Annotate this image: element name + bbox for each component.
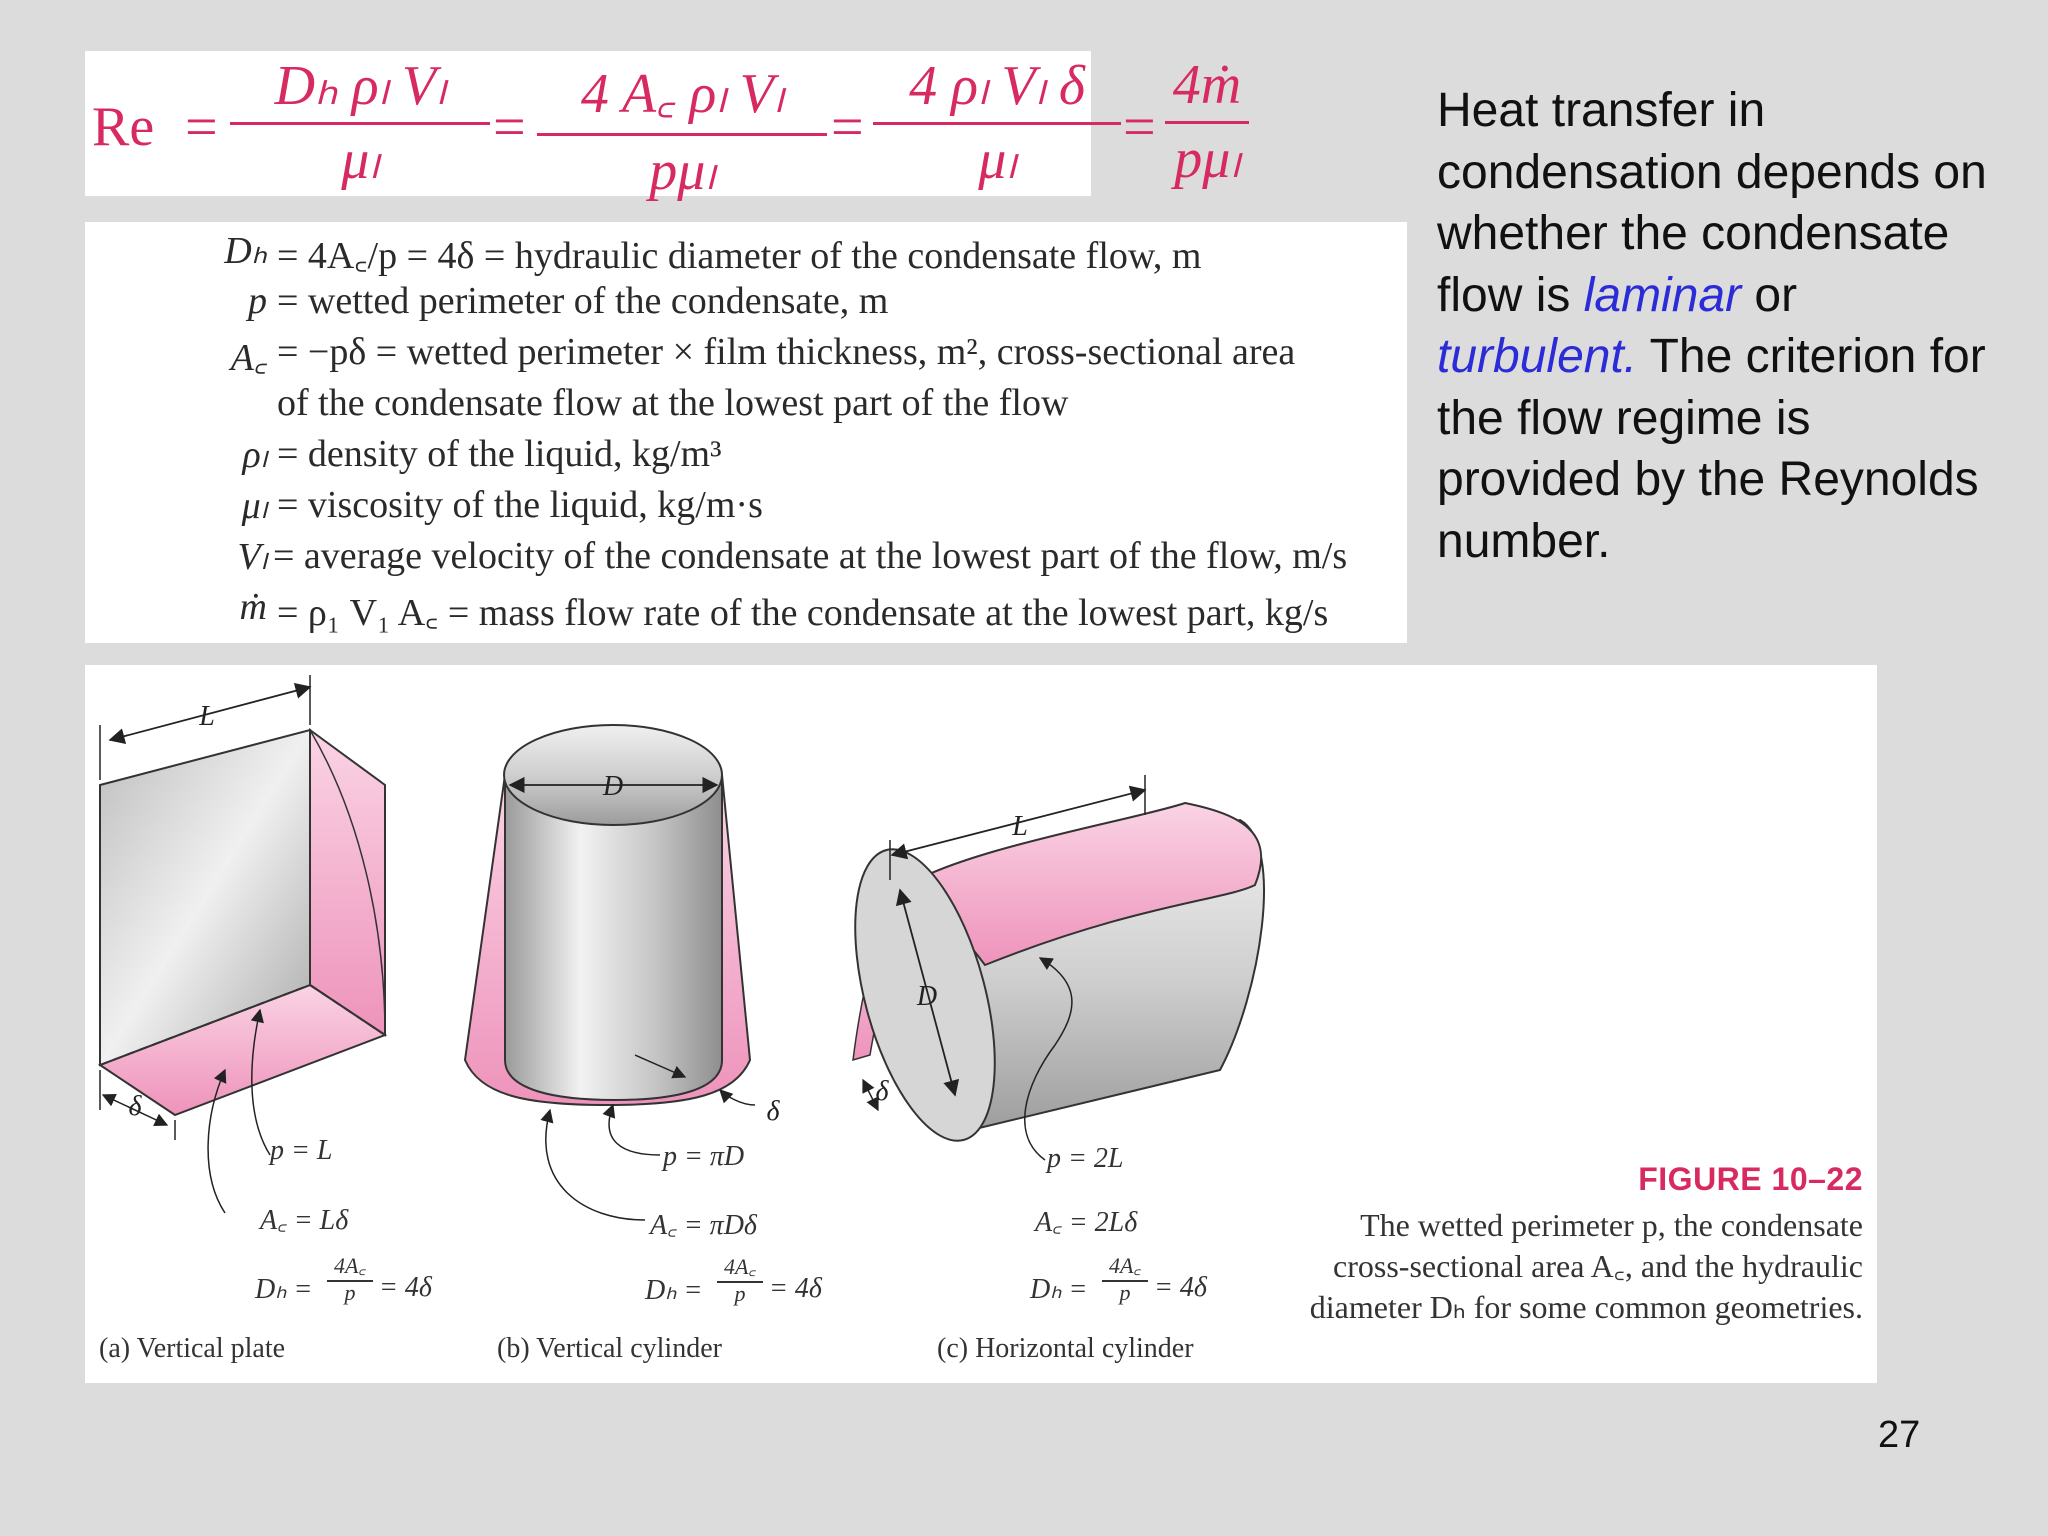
- figure-title: FIGURE 10–22: [1638, 1161, 1863, 1197]
- equation-fraction-2: [537, 53, 827, 203]
- reynolds-equation: [85, 51, 1242, 202]
- definition-text: = wetted perimeter of the condensate, m: [277, 280, 889, 322]
- turbulent-term: turbulent: [1437, 330, 1624, 383]
- fraction-numerator: 4 ρₗ Vₗ δ: [909, 55, 1085, 117]
- paragraph-text: Heat transfer in condensation depends on whether the condensate flow is: [1437, 84, 1987, 322]
- area-formula: A꜀ = πDδ: [650, 1210, 757, 1241]
- panel-b-label: (b) Vertical cylinder: [497, 1333, 722, 1364]
- equals-sign: =: [185, 94, 218, 159]
- area-formula: A꜀ = Lδ: [260, 1205, 349, 1236]
- perimeter-formula: p = L: [270, 1135, 333, 1166]
- equals-sign: =: [493, 94, 526, 159]
- plate-side-film: [310, 730, 385, 1035]
- definition-text: of the condensate flow at the lowest part of the flow: [277, 382, 1069, 424]
- fraction-bar: [537, 133, 827, 136]
- panel-a-label: (a) Vertical plate: [99, 1333, 286, 1364]
- diameter-label: D: [916, 981, 938, 1012]
- fraction-bar: [873, 122, 1121, 125]
- horizontal-cylinder-diagram: [828, 775, 1264, 1160]
- formula-lhs: Dₕ =: [645, 1275, 703, 1306]
- formula-numerator: 4A꜀: [717, 1251, 763, 1283]
- fraction-denominator: μₗ: [341, 129, 379, 191]
- definition-symbol: A꜀: [230, 337, 267, 379]
- panel-c-label: (c) Horizontal cylinder: [937, 1333, 1194, 1364]
- formula-numerator: 4A꜀: [327, 1250, 373, 1282]
- definition-text: = density of the liquid, kg/m³: [277, 433, 722, 475]
- formula-lhs: Dₕ =: [1030, 1274, 1088, 1305]
- thickness-label: δ: [766, 1096, 780, 1127]
- fraction-numerator: Dₕ ρₗ Vₗ: [274, 55, 446, 117]
- figure-caption: The wetted perimeter p, the condensate cross-sectional area A꜀, and the hydraulic diameter Dₕ for some common geometries.: [1309, 1207, 1863, 1325]
- fraction-bar: [230, 122, 490, 125]
- fraction-numerator: 4 A꜀ ρₗ Vₗ: [580, 63, 784, 125]
- formula-denominator: p: [1119, 1280, 1131, 1305]
- ac-leader-line: [546, 1110, 645, 1220]
- formula-numerator: 4A꜀: [1102, 1250, 1148, 1282]
- definition-text: = 4A꜀/p = 4δ = hydraulic diameter of the condensate flow, m: [277, 235, 1202, 277]
- definition-text: = viscosity of the liquid, kg/m·s: [277, 484, 763, 526]
- formula-rhs: = 4δ: [769, 1273, 822, 1304]
- fraction-denominator: μₗ: [978, 129, 1016, 191]
- formula-rhs: = 4δ: [1154, 1272, 1207, 1303]
- figure-10-22: [85, 665, 1877, 1383]
- vertical-plate-diagram: [100, 675, 385, 1213]
- page-number: 27: [1878, 1414, 1921, 1456]
- equation-lhs: Re: [92, 96, 155, 158]
- diameter-label: D: [602, 771, 624, 802]
- thickness-label: δ: [128, 1091, 142, 1122]
- area-formula: A꜀ = 2Lδ: [1035, 1207, 1138, 1238]
- equals-sign: =: [831, 94, 864, 159]
- definition-text: = average velocity of the condensate at the lowest part of the flow, m/s: [273, 535, 1348, 577]
- fraction-numerator: 4ṁ: [1172, 54, 1242, 116]
- thickness-label: δ: [875, 1076, 889, 1107]
- equation-fraction-4: [1165, 53, 1249, 191]
- formula-denominator: p: [734, 1281, 746, 1306]
- definition-symbol: μₗ: [241, 485, 267, 527]
- paragraph-period: .: [1623, 330, 1638, 383]
- perimeter-formula: p = πD: [663, 1141, 745, 1172]
- length-label: L: [199, 701, 215, 732]
- paragraph-text: The criterion for the flow regime is provided by the Reynolds number.: [1437, 330, 1986, 568]
- formula-lhs: Dₕ =: [255, 1274, 313, 1305]
- definition-symbol: ρₗ: [242, 434, 267, 476]
- flow-regime-paragraph: [1437, 80, 1997, 572]
- fraction-denominator: pμₗ: [649, 140, 715, 202]
- formula-denominator: p: [344, 1280, 356, 1305]
- definition-symbol: p: [248, 280, 267, 322]
- laminar-term: laminar: [1583, 268, 1742, 322]
- formula-rhs: = 4δ: [379, 1272, 432, 1303]
- definition-text: = ρ₁ V₁ A꜀ = mass flow rate of the condensate at the lowest part, kg/s: [277, 592, 1329, 634]
- definition-symbol: Vₗ: [237, 536, 267, 578]
- p-leader-line: [609, 1105, 660, 1155]
- definition-symbol: Dₕ: [224, 230, 267, 272]
- fraction-denominator: pμₗ: [1174, 128, 1240, 190]
- length-label: L: [1012, 811, 1028, 842]
- definition-symbol: ṁ: [239, 586, 267, 628]
- variable-definitions: [85, 222, 1407, 643]
- equation-fraction-3: [873, 53, 1121, 192]
- equation-fraction-1: [230, 53, 490, 192]
- thickness-leader-line: [720, 1090, 755, 1105]
- definition-text: = −pδ = wetted perimeter × film thickness, m², cross-sectional area: [277, 331, 1296, 373]
- paragraph-text: or: [1741, 268, 1798, 322]
- equals-sign: =: [1123, 94, 1156, 159]
- perimeter-formula: p = 2L: [1047, 1143, 1124, 1174]
- fraction-bar: [1165, 121, 1249, 124]
